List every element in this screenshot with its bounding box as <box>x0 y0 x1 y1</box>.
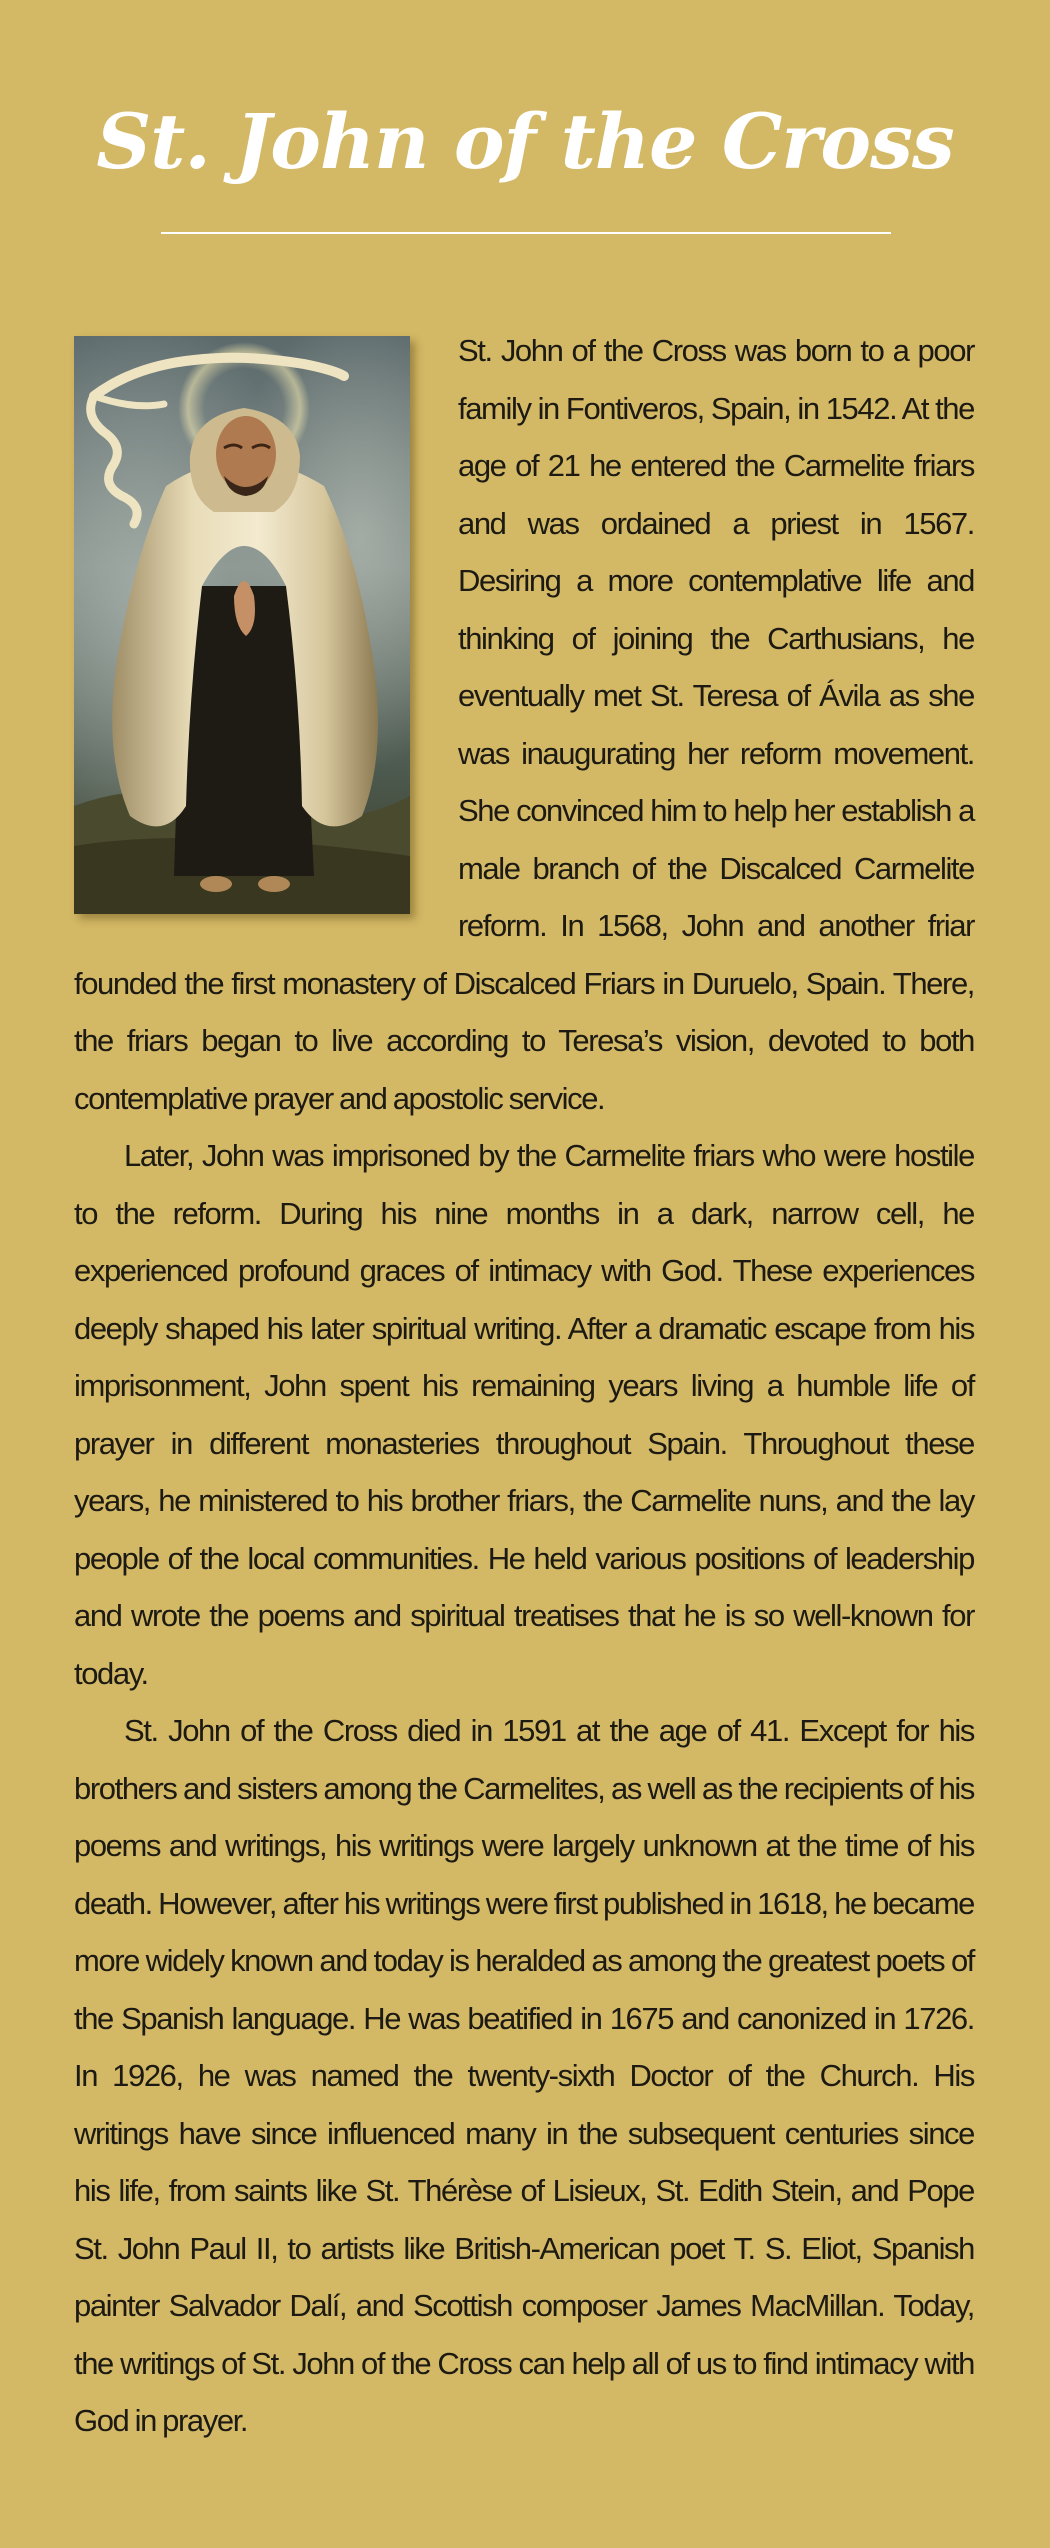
paragraph-1: St. John of the Cross was born to a poor family in Fontiveros, Spain, in 1542. At the age of 21 he entered the Carmelite friars and was ordained a priest in 1567. Desiring a more contemplative life and thinking of joining the Carthusians, he eventually met St. Teresa of Ávila as she was inaugurating her reform movement. She convinced him to help her establish a male branch of the Discalced Carmelite reform. In 1568, John and another friar founded the first monastery of Discalced Friars in Duruelo, Spain. There, the friars began to live according to Teresa’s vision, devoted to both contemplative prayer and apostolic service. <box>74 333 974 1116</box>
title-divider <box>161 232 891 234</box>
image-wrap-spacer <box>74 322 458 934</box>
article-body <box>74 322 974 2450</box>
paragraph-2: Later, John was imprisoned by the Carmelite friars who were hostile to the reform. During his nine months in a dark, narrow cell, he experienced profound graces of intimacy with God. These experiences deeply shaped his later spiritual writing. After a dramatic escape from his imprisonment, John spent his remaining years living a humble life of prayer in different monasteries throughout Spain. Throughout these years, he ministered to his brother friars, the Carmelite nuns, and the lay people of the local communities. He held various positions of leadership and wrote the poems and spiritual treatises that he is so well-known for today. <box>74 1138 974 1691</box>
page-title: St. John of the Cross <box>96 97 954 186</box>
paragraph-3: St. John of the Cross died in 1591 at the age of 41. Except for his brothers and sisters among the Carmelites, as well as the recipients of his poems and writings, his writings were largely unknown at the time of his death. However, after his writings were first published in 1618, he became more widely known and today is heralded as among the greatest poets of the Spanish language. He was beatified in 1675 and canonized in 1726. In 1926, he was named the twenty-sixth Doctor of the Church. His writings have since influenced many in the subsequent centuries since his life, from saints like St. Thérèse of Lisieux, St. Edith Stein, and Pope St. John Paul II, to artists like British-American poet T. S. Eliot, Spanish painter Salvador Dalí, and Scottish composer James MacMillan. Today, the writings of St. John of the Cross can help all of us to find intimacy with God in prayer. <box>74 1713 974 2438</box>
